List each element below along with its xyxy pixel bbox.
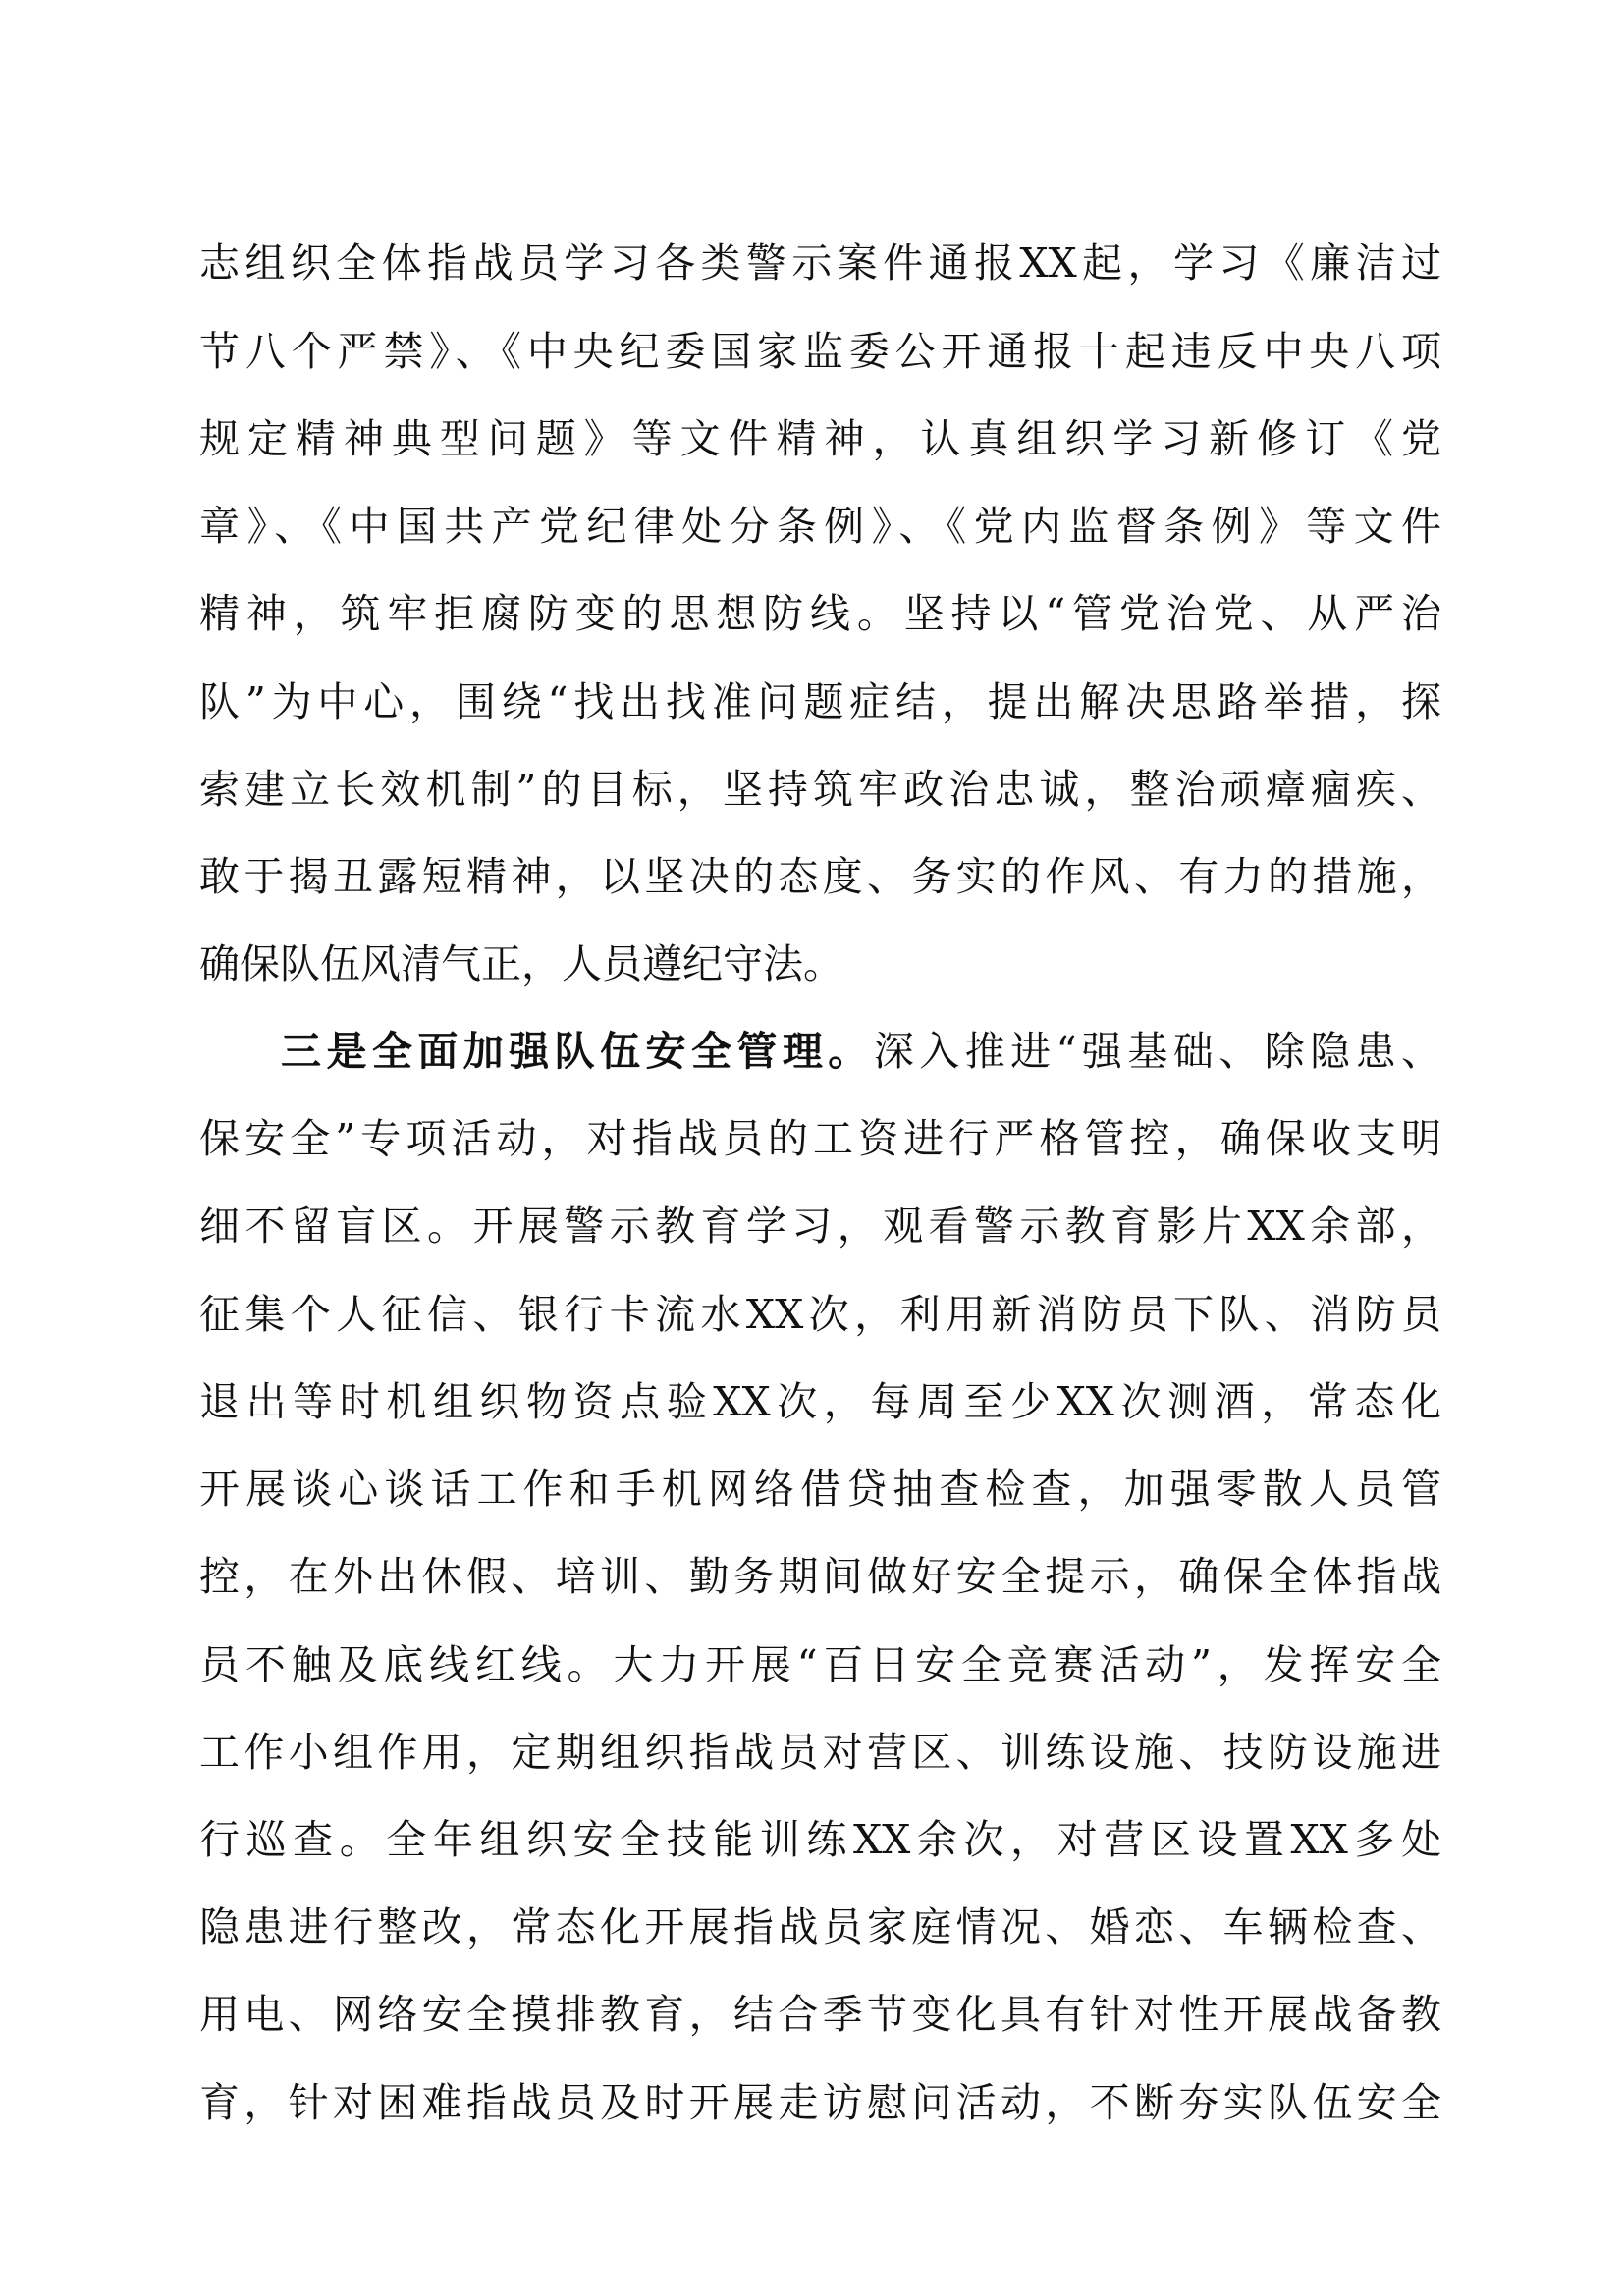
paragraph-2-line: 行巡查。全年组织安全技能训练XX余次，对营区设置XX多处 [199, 1816, 1441, 1863]
paragraph-2-line: 工作小组作用，定期组织指战员对营区、训练设施、技防设施进 [199, 1729, 1441, 1776]
paragraph-2-line: 控，在外出休假、培训、勤务期间做好安全提示，确保全体指战 [199, 1553, 1441, 1600]
paragraph-1-line: 确保队伍风清气正，人员遵纪守法。 [199, 940, 843, 988]
paragraph-2-line: 开展谈心谈话工作和手机网络借贷抽查检查，加强零散人员管 [199, 1466, 1441, 1513]
paragraph-1-line: 队”为中心，围绕“找出找准问题症结，提出解决思路举措，探 [199, 678, 1441, 725]
paragraph-2-line: 保安全”专项活动，对指战员的工资进行严格管控，确保收支明 [199, 1115, 1441, 1162]
paragraph-1-line: 敢于揭丑露短精神，以坚决的态度、务实的作风、有力的措施， [199, 853, 1441, 900]
paragraph-2-first-line [281, 1022, 1441, 1081]
paragraph-1-line: 规定精神典型问题》等文件精神，认真组织学习新修订《党 [199, 415, 1441, 462]
paragraph-2-line: 育，针对困难指战员及时开展走访慰问活动，不断夯实队伍安全 [199, 2079, 1441, 2126]
paragraph-1-line: 精神，筑牢拒腐防变的思想防线。坚持以“管党治党、从严治 [199, 590, 1441, 637]
paragraph-2-line: 隐患进行整改，常态化开展指战员家庭情况、婚恋、车辆检查、 [199, 1903, 1441, 1950]
paragraph-2-line: 退出等时机组织物资点验XX次，每周至少XX次测酒，常态化 [199, 1378, 1441, 1425]
paragraph-2-line: 员不触及底线红线。大力开展“百日安全竞赛活动”，发挥安全 [199, 1641, 1441, 1688]
paragraph-2-line: 征集个人征信、银行卡流水XX次，利用新消防员下队、消防员 [199, 1291, 1441, 1338]
paragraph-2-first-line-text: 深入推进“强基础、除隐患、 [873, 1028, 1442, 1075]
paragraph-2-line: 用电、网络安全摸排教育，结合季节变化具有针对性开展战备教 [199, 1991, 1441, 2038]
paragraph-2-heading: 三是全面加强队伍安全管理。 [281, 1028, 874, 1075]
paragraph-1-line: 索建立长效机制”的目标，坚持筑牢政治忠诚，整治顽瘴痼疾、 [199, 766, 1441, 813]
paragraph-1-line: 志组织全体指战员学习各类警示案件通报XX起，学习《廉洁过 [199, 240, 1441, 287]
paragraph-1-line: 章》、《中国共产党纪律处分条例》、《党内监督条例》等文件 [199, 503, 1441, 550]
paragraph-2-line: 细不留盲区。开展警示教育学习，观看警示教育影片XX余部， [199, 1202, 1441, 1250]
paragraph-1-line: 节八个严禁》、《中央纪委国家监委公开通报十起违反中央八项 [199, 328, 1441, 375]
